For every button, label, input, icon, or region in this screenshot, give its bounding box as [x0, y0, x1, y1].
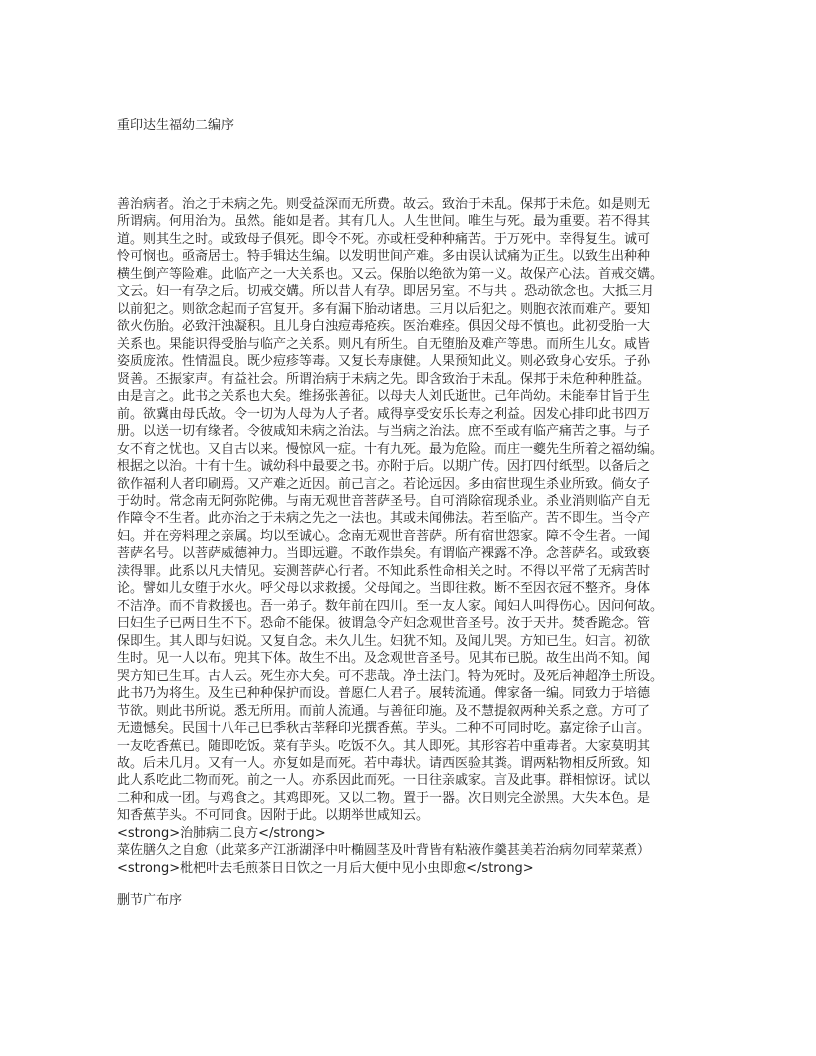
text-line: 所谓病。何用治为。虽然。能如是者。其有几人。人生世间。唯生与死。最为重要。若不得其 — [117, 214, 651, 230]
text-line: 菜佐膳久之自愈（此菜多产江浙湖泽中叶椭圆茎及叶背皆有粘液作羹甚美若治病勿同荤菜煮） — [117, 843, 651, 859]
text-line: 菩萨名号。以菩萨威德神力。当即远避。不敢作祟矣。有谓临产裸露不净。念菩萨名。或致亵 — [117, 546, 651, 562]
text-line: 善治病者。治之于未病之先。则受益深而无所费。故云。致治于未乱。保邦于未危。如是则无 — [117, 197, 651, 212]
text-line: 论。譬如儿女堕于水火。呼父母以求救援。父母闻之。当即往救。断不至因衣冠不整齐。身体 — [117, 581, 651, 597]
text-line: 贤善。丕振家声。有益社会。所谓治病于未病之先。即含致治于未乱。保邦于未危种种胜益。 — [117, 371, 651, 387]
text-line: 故。后未几月。又有一人。亦复如是而死。若中毒状。请西医验其粪。谓两粘物相反所致。知 — [117, 756, 651, 771]
text-line: 横生倒产等险难。此临产之一大关系也。又云。保胎以绝欲为第一义。故保产心法。首戒交媾。 — [117, 266, 664, 282]
text-line: 保即生。其人即与妇说。又复自念。未久儿生。妇犹不知。及闻儿哭。方知已生。妇言。初欲 — [117, 633, 651, 649]
text-line: 不洁净。而不肯救援也。吾一弟子。数年前在四川。至一友人家。闻妇人叫得伤心。因问何故。 — [117, 598, 664, 614]
text-line: 一友吃香蕉已。随即吃饭。菜有芋头。吃饭不久。其人即死。其形容若中重毒者。大家莫明其 — [117, 738, 651, 754]
text-line: 以前犯之。则欲念起而子宫复开。多有漏下胎动诸患。三月以后犯之。则胞衣浓而难产。要知 — [117, 301, 651, 317]
text-line: 二种和成一团。与鸡食之。其鸡即死。又以二物。置于一器。次日则完全淤黑。大失本色。是 — [117, 790, 651, 806]
text-line: 渎得罪。此系以凡夫情见。妄测菩萨心行者。不知此系性命相关之时。不得以平常了无病苦时 — [117, 563, 651, 579]
text-line: 文云。妇一有孕之后。切戒交媾。所以昔人有孕。即居另室。不与共 。恐动欲念也。大抵三月 — [117, 284, 655, 300]
text-line: 怜可悯也。亟斋居士。特手辑达生编。以发明世间产难。多由误认试痛为正生。以致生出种种 — [117, 249, 651, 265]
text-line: <strong>治肺病二良方</strong> — [117, 825, 326, 841]
text-line: 关系也。果能识得受胎与临产之关系。则凡有所生。自无堕胎及难产等患。而所生儿女。咸皆 — [117, 336, 651, 352]
text-line: 道。则其生之时。或致母子俱死。即令不死。亦或枉受种种痛苦。于万死中。幸得复生。诚可 — [117, 231, 651, 247]
text-line: 于幼时。常念南无阿弥陀佛。与南无观世音菩萨圣号。自可消除宿现杀业。杀业消则临产自无 — [117, 493, 651, 509]
text-line: 前。欲冀由母氏故。令一切为人母为人子者。咸得享受安乐长寿之利益。因发心排印此书四万 — [117, 406, 651, 422]
document-title: 重印达生福幼二编序 — [117, 118, 235, 133]
text-line: 知香蕉芋头。不可同食。因附于此。以期举世咸知云。 — [117, 808, 430, 824]
text-line: 欲作福利人者印刷焉。又产难之近因。前己言之。若论远因。多由宿世现生杀业所致。倘女子 — [117, 476, 651, 492]
text-line: 此人系吃此二物而死。前之一人。亦系因此而死。一日往亲戚家。言及此事。群相惊讶。试以 — [117, 773, 651, 789]
text-line: 此书乃为将生。及生已种种保护而设。普愿仁人君子。展转流通。俾家备一编。同致力于培德 — [117, 686, 651, 702]
text-line: <strong>枇杷叶去毛煎茶日日饮之一月后大便中见小虫即愈</strong> — [117, 860, 534, 876]
text-line: 生时。见一人以布。兜其下体。故生不出。及念观世音圣号。见其布已脱。故生出尚不知。闻 — [117, 651, 651, 667]
text-line: 妇。并在旁料理之亲属。均以至诚心。念南无观世音菩萨。所有宿世怨家。障不令生者。一闻 — [117, 528, 651, 544]
text-line: 哭方知已生耳。古人云。死生亦大矣。可不悲哉。净土法门。特为死时。及死后神超净土所设。 — [117, 668, 664, 684]
document-body — [117, 196, 717, 877]
text-line: 曰妇生子已两日生不下。恐命不能保。彼谓急令产妇念观世音圣号。汝于天井。焚香跪念。管 — [117, 616, 651, 632]
next-section-heading: 删节广布序 — [117, 893, 183, 908]
text-line: 册。以送一切有缘者。令彼咸知未病之治法。与当病之治法。庶不至或有临产痛苦之事。与子 — [117, 424, 651, 440]
text-line: 姿质庞浓。性情温良。既少痘疹等毒。又复长寿康健。人果预知此义。则必致身心安乐。子孙 — [117, 354, 651, 370]
text-line: 由是言之。此书之关系也大矣。维扬张善征。以母夫人刘氏逝世。己年尚幼。未能奉甘旨于生 — [117, 389, 651, 405]
text-line: 欲火伤胎。必致汗浊凝积。且儿身白浊痘毒疮疾。医治难痊。俱因父母不慎也。此初受胎一大 — [117, 319, 651, 335]
text-line: 无遗憾矣。民国十八年己巳季秋古莘释印光撰香蕉。芋头。二种不可同时吃。嘉定徐子山言。 — [117, 721, 651, 737]
text-line: 根据之以治。十有十生。诚幼科中最要之书。亦附于后。以期广传。因打四付纸型。以备后之 — [117, 459, 651, 475]
text-line: 节欲。则此书所说。悉无所用。而前人流通。与善征印施。及不慧提叙两种关系之意。方可了 — [117, 703, 651, 719]
text-line: 作障令不生者。此亦治之于未病之先之一法也。其或未闻佛法。若至临产。苦不即生。当令产 — [117, 511, 651, 527]
text-line: 女不育之忧也。又自古以来。慢惊风一症。十有九死。最为危险。而庄一夔先生所着之福幼编。 — [117, 441, 664, 457]
